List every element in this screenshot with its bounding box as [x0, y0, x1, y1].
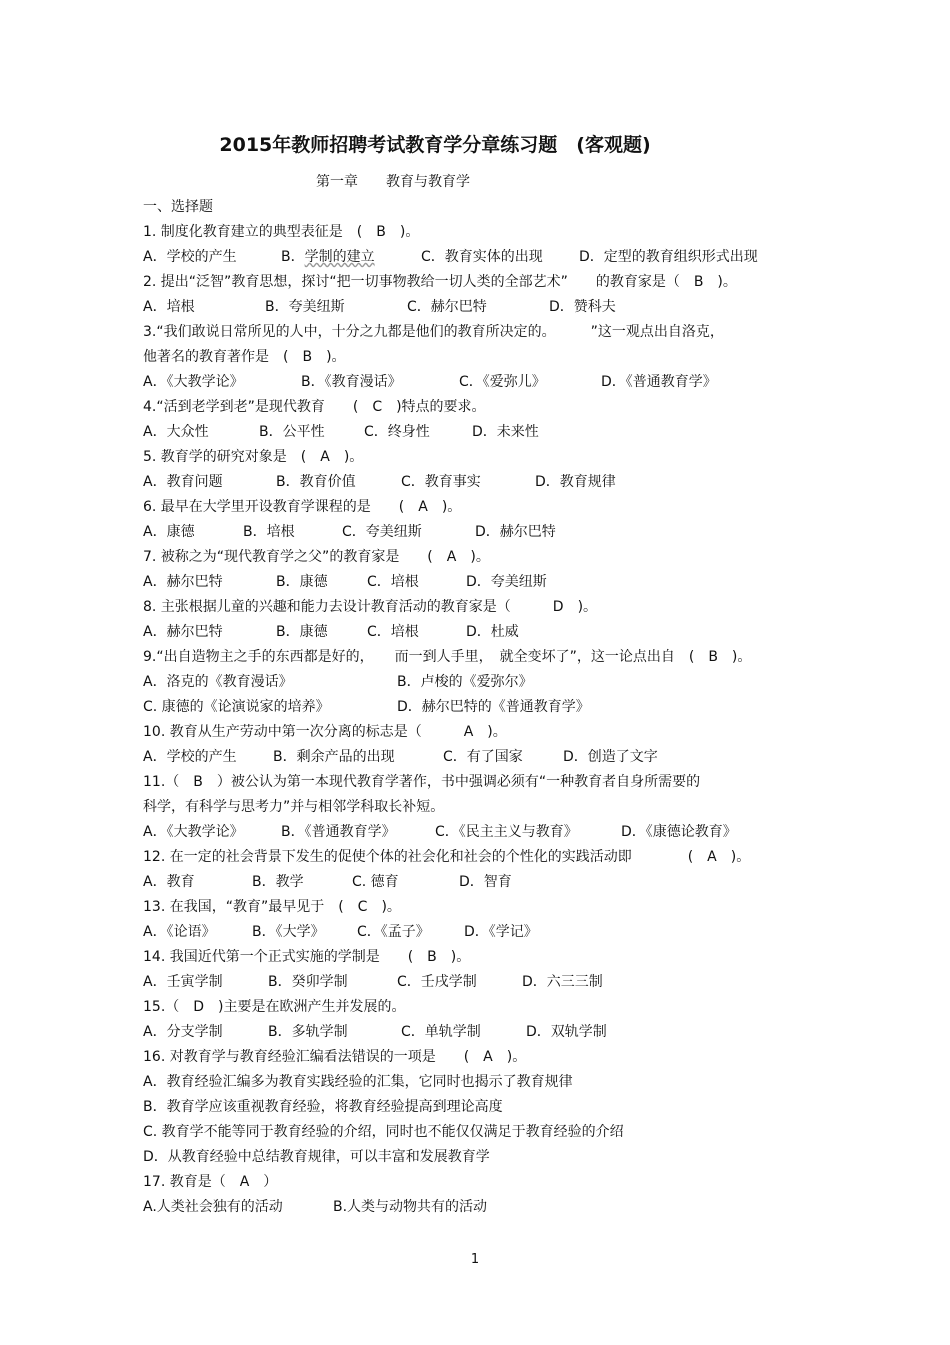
option-row: [143, 870, 843, 895]
option-a: A．学校的产生: [143, 749, 237, 765]
option-a: A．《大教学论》: [143, 824, 244, 840]
question-text: 14. 我国近代第一个正式实施的学制是 ( B )。: [143, 949, 471, 965]
page-number: 1: [470, 1252, 480, 1267]
option-c: C．《孟子》: [357, 924, 430, 940]
option-b: B．康德: [276, 624, 328, 640]
page-title: 2015年教师招聘考试教育学分章练习题 (客观题): [219, 134, 651, 156]
option-d: D．教育规律: [535, 474, 616, 490]
question-text: 6. 最早在大学里开设教育学课程的是 ( A )。: [143, 499, 462, 515]
option-c: C．夸美纽斯: [342, 524, 422, 540]
question-text: 3.“我们敢说日常所见的人中，十分之九都是他们的教育所决定的。 ”这一观点出自洛克，: [143, 324, 724, 340]
option-c: C．终身性: [364, 424, 430, 440]
option-b: B．教育价值: [276, 474, 356, 490]
option-row: [143, 1020, 843, 1045]
chapter-number: 第一章: [316, 174, 358, 190]
option-row: [143, 745, 843, 770]
question-text: 5. 教育学的研究对象是 ( A )。: [143, 449, 364, 465]
option-row: [143, 920, 843, 945]
option-row: [143, 370, 843, 395]
option-b: B．公平性: [259, 424, 325, 440]
option-row: [143, 695, 843, 720]
question-text: 17. 教育是（ A ）: [143, 1174, 278, 1190]
question-text: 10. 教育从生产劳动中第一次分离的标志是（ A )。: [143, 724, 507, 740]
option-c: C．教育实体的出现: [421, 249, 543, 265]
option-d: D．《普通教育学》: [601, 374, 717, 390]
option-d: D．智育: [459, 874, 512, 890]
option-d: D．创造了文字: [563, 749, 658, 765]
question-text: 7. 被称之为“现代教育学之父”的教育家是 ( A )。: [143, 549, 490, 565]
option-d: D．赫尔巴特: [475, 524, 556, 540]
option-row: [143, 620, 843, 645]
question-text: 11.（ B ）被公认为第一本现代教育学著作，书中强调必须有“一种教育者自身所需要的: [143, 774, 701, 790]
option-b: B．教育学应该重视教育经验，将教育经验提高到理论高度: [143, 1099, 503, 1115]
option-row: [143, 820, 843, 845]
question-text: 4.“活到老学到老”是现代教育 ( C )特点的要求。: [143, 399, 486, 415]
option-a: A．《大教学论》: [143, 374, 244, 390]
option-c: C．教育事实: [401, 474, 481, 490]
option-d: D．六三三制: [522, 974, 603, 990]
option-d: D．杜威: [466, 624, 519, 640]
option-b: B．《普通教育学》: [281, 824, 396, 840]
option-row: [143, 1195, 843, 1220]
option-b: B.人类与动物共有的活动: [333, 1199, 488, 1215]
option-c: C．《民主主义与教育》: [435, 824, 578, 840]
option-a: A．赫尔巴特: [143, 624, 223, 640]
option-d: D．赞科夫: [549, 299, 616, 315]
option-a: A．赫尔巴特: [143, 574, 223, 590]
option-b: B．教学: [252, 874, 304, 890]
option-b: B．《教育漫话》: [301, 374, 402, 390]
option-c: C．赫尔巴特: [407, 299, 487, 315]
option-row: [143, 970, 843, 995]
question-text-continued: 他著名的教育著作是 ( B )。: [143, 349, 346, 365]
option-d: D．未来性: [472, 424, 539, 440]
option-d: D．定型的教育组织形式出现: [579, 249, 758, 265]
question-list: [143, 195, 843, 1220]
option-a: A.人类社会独有的活动: [143, 1199, 283, 1215]
option-b: B．夸美纽斯: [265, 299, 345, 315]
option-b: B．学制的建立: [281, 249, 375, 265]
option-b: B．《大学》: [252, 924, 325, 940]
option-row: [143, 295, 843, 320]
question-text-continued: 科学，有科学与思考力”并与相邻学科取长补短。: [143, 799, 445, 815]
question-text: 9.“出自造物主之手的东西都是好的， 而一到人手里， 就全变坏了”，这一论点出自 ( B )。: [143, 649, 752, 665]
option-a: A．《论语》: [143, 924, 216, 940]
option-c: C．单轨学制: [401, 1024, 481, 1040]
option-row: [143, 670, 843, 695]
question-text: 2. 提出“泛智”教育思想，探讨“把一切事物教给一切人类的全部艺术” 的教育家是（ B )。: [143, 274, 737, 290]
option-row: [143, 420, 843, 445]
option-b: B．卢梭的《爱弥尔》: [397, 674, 533, 690]
option-a: A．学校的产生: [143, 249, 237, 265]
option-a: A．教育问题: [143, 474, 223, 490]
option-b: B．康德: [276, 574, 328, 590]
option-b: B．癸卯学制: [268, 974, 348, 990]
option-a: C. 康德的《论演说家的培养》: [143, 699, 330, 715]
question-text: 16. 对教育学与教育经验汇编看法错误的一项是 ( A )。: [143, 1049, 527, 1065]
option-c: C．壬戌学制: [397, 974, 477, 990]
option-b: B．培根: [243, 524, 295, 540]
option-c: C. 德育: [352, 874, 399, 890]
underlined-answer: 学制的建立: [304, 249, 375, 265]
option-d: D．《康德论教育》: [621, 824, 737, 840]
option-a: A．洛克的《教育漫话》: [143, 674, 293, 690]
option-c: C．培根: [367, 574, 419, 590]
option-c: C．《爱弥儿》: [459, 374, 546, 390]
option-a: A．康德: [143, 524, 195, 540]
option-c: C. 教育学不能等同于教育经验的介绍，同时也不能仅仅满足于教育经验的介绍: [143, 1124, 624, 1140]
option-c: C．有了国家: [443, 749, 523, 765]
question-text: 12. 在一定的社会背景下发生的促使个体的社会化和社会的个性化的实践活动即 ( A )。: [143, 849, 751, 865]
chapter-name: 教育与教育学: [386, 174, 470, 190]
option-row: [143, 570, 843, 595]
section-heading: 一、选择题: [143, 199, 213, 215]
option-row: [143, 470, 843, 495]
option-b: B．多轨学制: [268, 1024, 348, 1040]
option-a: A．教育经验汇编多为教育实践经验的汇集，它同时也揭示了教育规律: [143, 1074, 573, 1090]
option-c: C．培根: [367, 624, 419, 640]
option-a: A．分支学制: [143, 1024, 223, 1040]
option-b: D．赫尔巴特的《普通教育学》: [397, 699, 590, 715]
question-text: 15.（ D )主要是在欧洲产生并发展的。: [143, 999, 406, 1015]
option-d: D．双轨学制: [526, 1024, 607, 1040]
chapter-heading: [316, 171, 498, 191]
option-a: A．培根: [143, 299, 195, 315]
option-d: D．夸美纽斯: [466, 574, 547, 590]
option-d: D．从教育经验中总结教育规律，可以丰富和发展教育学: [143, 1149, 490, 1165]
option-a: A．壬寅学制: [143, 974, 223, 990]
option-b: B．剩余产品的出现: [273, 749, 395, 765]
option-a: A．大众性: [143, 424, 209, 440]
option-row: [143, 520, 843, 545]
question-text: 8. 主张根据儿童的兴趣和能力去设计教育活动的教育家是（ D )。: [143, 599, 598, 615]
option-a: A．教育: [143, 874, 195, 890]
option-row: [143, 245, 843, 270]
question-text: 13. 在我国，“教育”最早见于 ( C )。: [143, 899, 401, 915]
option-d: D．《学记》: [464, 924, 538, 940]
question-text: 1. 制度化教育建立的典型表征是 ( B )。: [143, 224, 420, 240]
